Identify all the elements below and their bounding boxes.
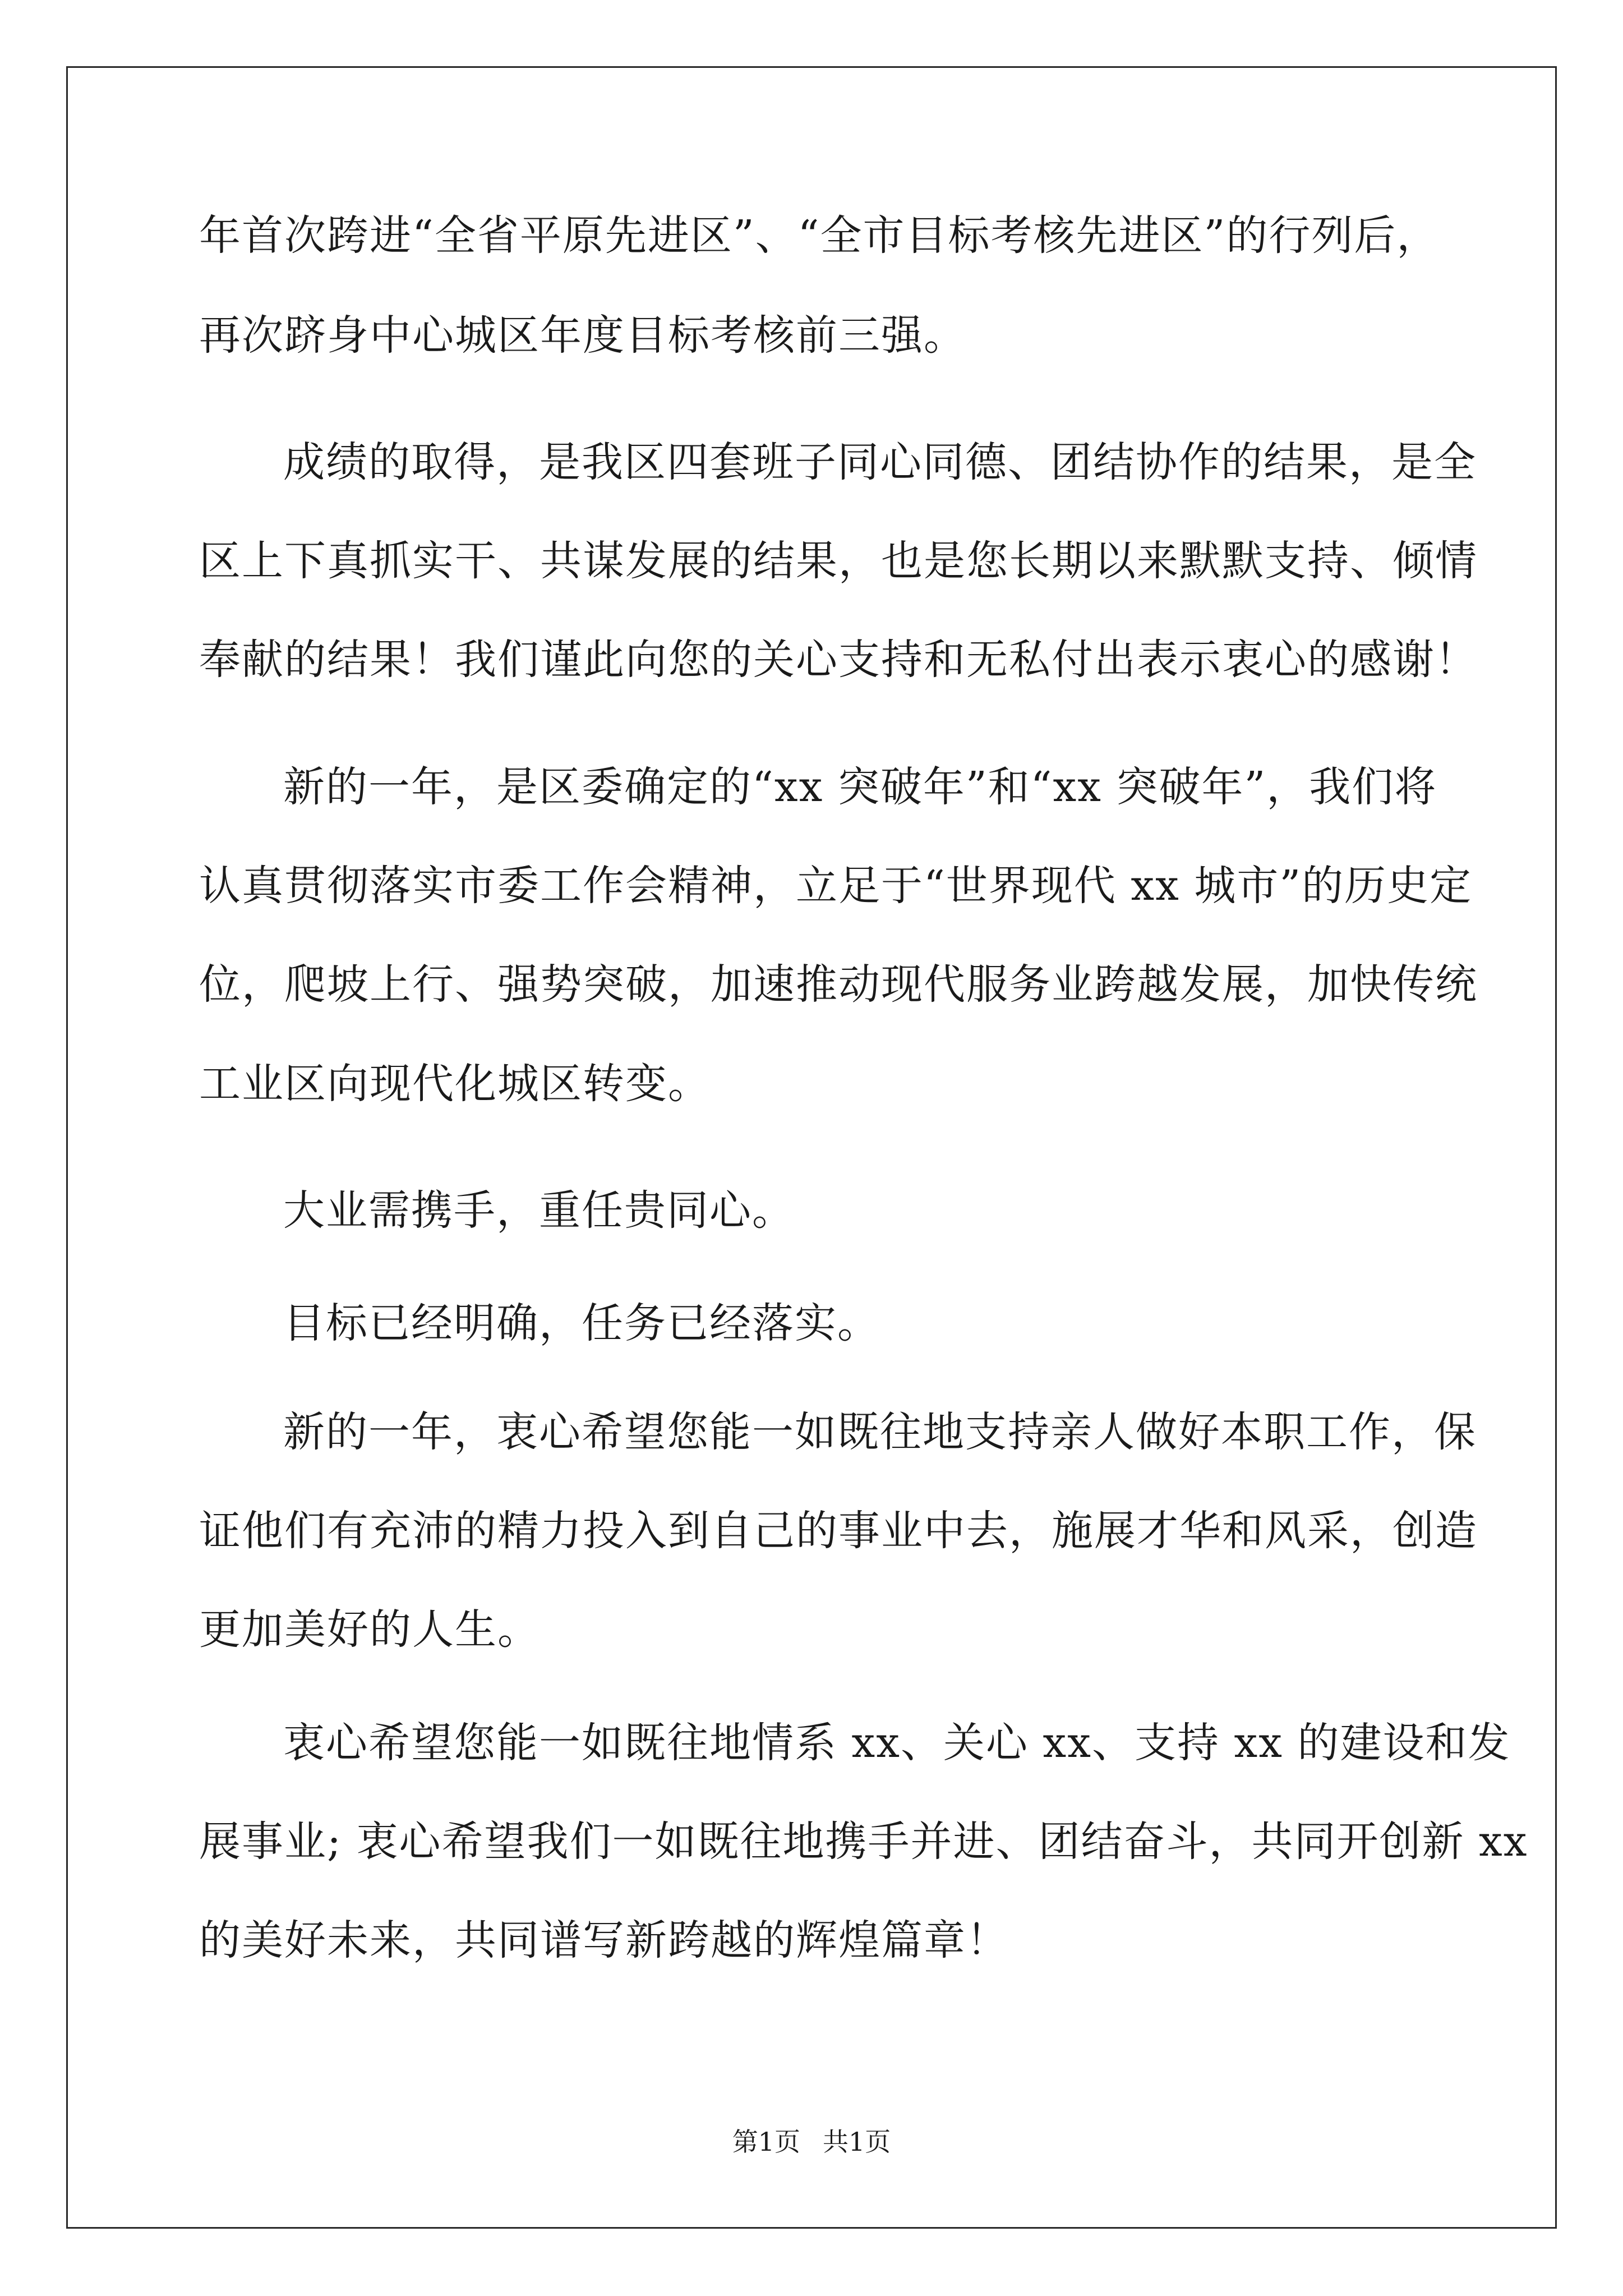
text-line: 的美好未来，共同谱写新跨越的辉煌篇章！ — [199, 1916, 1009, 1964]
text-line: 认真贯彻落实市委工作会精神，立足于“世界现代 xx 城市”的历史定 — [199, 862, 1473, 910]
text-line: 年首次跨进“全省平原先进区”、“全市目标考核先进区”的行列后， — [199, 211, 1440, 260]
page-border — [66, 66, 1557, 2229]
page-footer — [0, 2125, 1623, 2159]
page-total: 共1页 — [823, 2127, 891, 2157]
text-line: 区上下真抓实干、共谋发展的结果，也是您长期以来默默支持、倾情 — [199, 537, 1478, 585]
text-line: 奉献的结果！我们谨此向您的关心支持和无私付出表示衷心的感谢！ — [199, 636, 1478, 684]
text-line: 更加美好的人生。 — [199, 1605, 540, 1654]
text-line: 工业区向现代化城区转变。 — [199, 1060, 711, 1108]
page-number: 第1页 — [732, 2127, 800, 2157]
text-line: 成绩的取得，是我区四套班子同心同德、团结协作的结果，是全 — [283, 438, 1477, 486]
text-line: 衷心希望您能一如既往地情系 xx、关心 xx、支持 xx 的建设和发 — [283, 1719, 1511, 1767]
text-line: 位，爬坡上行、强势突破，加速推动现代服务业跨越发展，加快传统 — [199, 960, 1478, 1009]
text-line: 新的一年，衷心希望您能一如既往地支持亲人做好本职工作，保 — [283, 1408, 1477, 1456]
text-line: 大业需携手，重任贵同心。 — [283, 1186, 795, 1235]
text-line: 展事业; 衷心希望我们一如既往地携手并进、团结奋斗，共同开创新 xx — [199, 1818, 1528, 1866]
text-line: 新的一年，是区委确定的“xx 突破年”和“xx 突破年”，我们将 — [283, 763, 1437, 811]
text-line: 目标已经明确，任务已经落实。 — [283, 1299, 880, 1347]
text-line: 再次跻身中心城区年度目标考核前三强。 — [199, 311, 966, 360]
text-line: 证他们有充沛的精力投入到自己的事业中去，施展才华和风采，创造 — [199, 1507, 1478, 1555]
